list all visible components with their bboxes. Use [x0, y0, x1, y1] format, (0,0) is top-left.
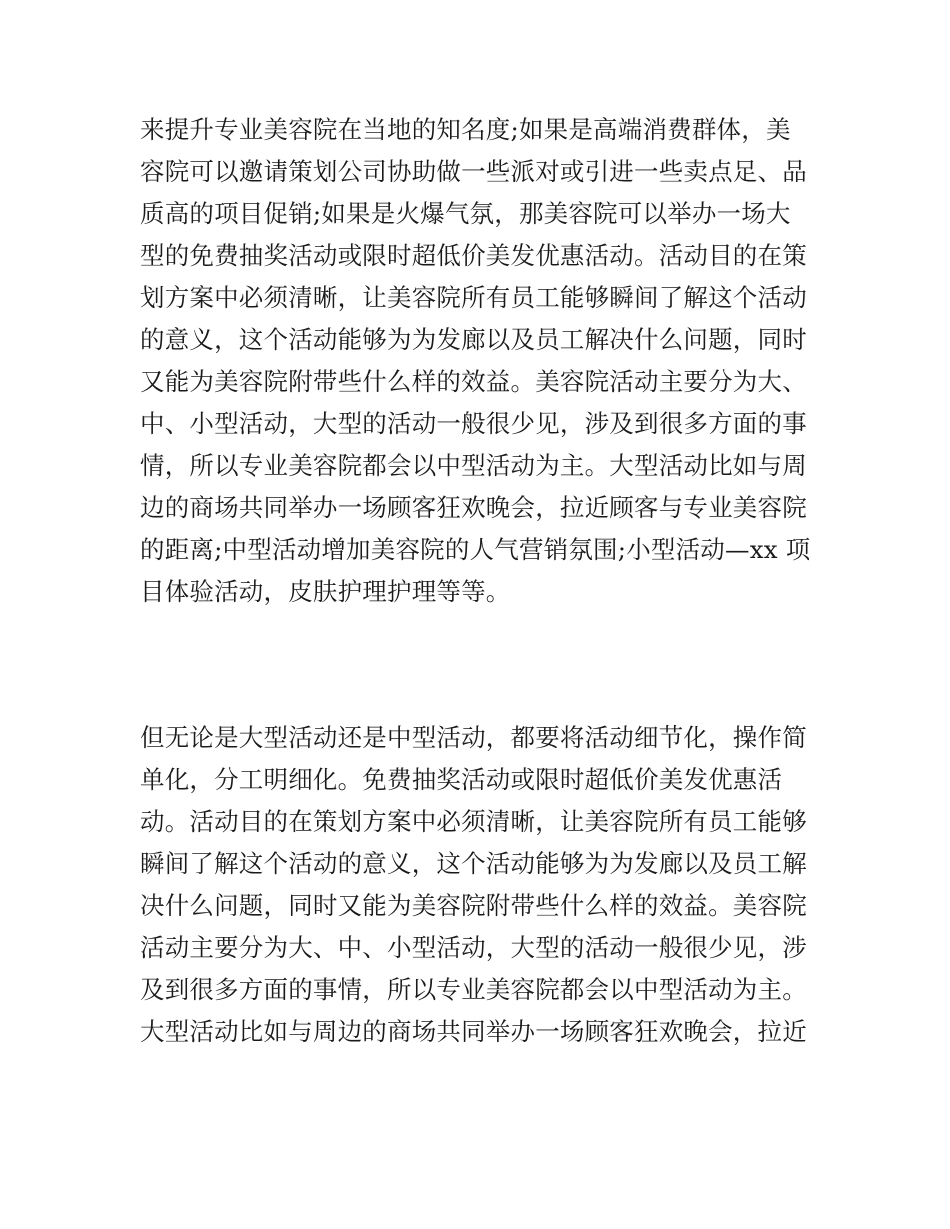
- text-line: 目体验活动，皮肤护理护理等等。: [140, 577, 511, 606]
- paragraph-2: [140, 717, 820, 1053]
- text-line: 中、小型活动，大型的活动一般很少见，涉及到很多方面的事: [140, 409, 807, 438]
- text-line: 的意义，这个活动能够为为发廊以及员工解决什么问题，同时: [140, 325, 807, 354]
- text-line: 瞬间了解这个活动的意义，这个活动能够为为发廊以及员工解: [140, 849, 807, 878]
- text-line: 决什么问题，同时又能为美容院附带些什么样的效益。美容院: [140, 891, 807, 920]
- text-line: 活动主要分为大、中、小型活动，大型的活动一般很少见，涉: [140, 933, 807, 962]
- text-line: 动。活动目的在策划方案中必须清晰，让美容院所有员工能够: [140, 807, 807, 836]
- text-line: 质高的项目促销;如果是火爆气氛，那美容院可以举办一场大: [140, 199, 791, 228]
- text-line: 边的商场共同举办一场顾客狂欢晚会，拉近顾客与专业美容院: [140, 493, 807, 522]
- text-line: 及到很多方面的事情，所以专业美容院都会以中型活动为主。: [140, 975, 807, 1004]
- text-line: 容院可以邀请策划公司协助做一些派对或引进一些卖点足、品: [140, 157, 807, 186]
- text-line: 情，所以专业美容院都会以中型活动为主。大型活动比如与周: [140, 451, 807, 480]
- paragraph-1: [140, 109, 820, 613]
- text-line: 的距离;中型活动增加美容院的人气营销氛围;小型活动—xx 项: [140, 535, 811, 564]
- text-line: 但无论是大型活动还是中型活动，都要将活动细节化，操作简: [140, 723, 807, 752]
- text-line: 单化，分工明细化。免费抽奖活动或限时超低价美发优惠活: [140, 765, 783, 794]
- text-line: 又能为美容院附带些什么样的效益。美容院活动主要分为大、: [140, 367, 807, 396]
- text-line: 型的免费抽奖活动或限时超低价美发优惠活动。活动目的在策: [140, 241, 807, 270]
- text-line: 大型活动比如与周边的商场共同举办一场顾客狂欢晚会，拉近: [140, 1017, 807, 1046]
- text-line: 划方案中必须清晰，让美容院所有员工能够瞬间了解这个活动: [140, 283, 807, 312]
- text-line: 来提升专业美容院在当地的知名度;如果是高端消费群体，美: [140, 115, 791, 144]
